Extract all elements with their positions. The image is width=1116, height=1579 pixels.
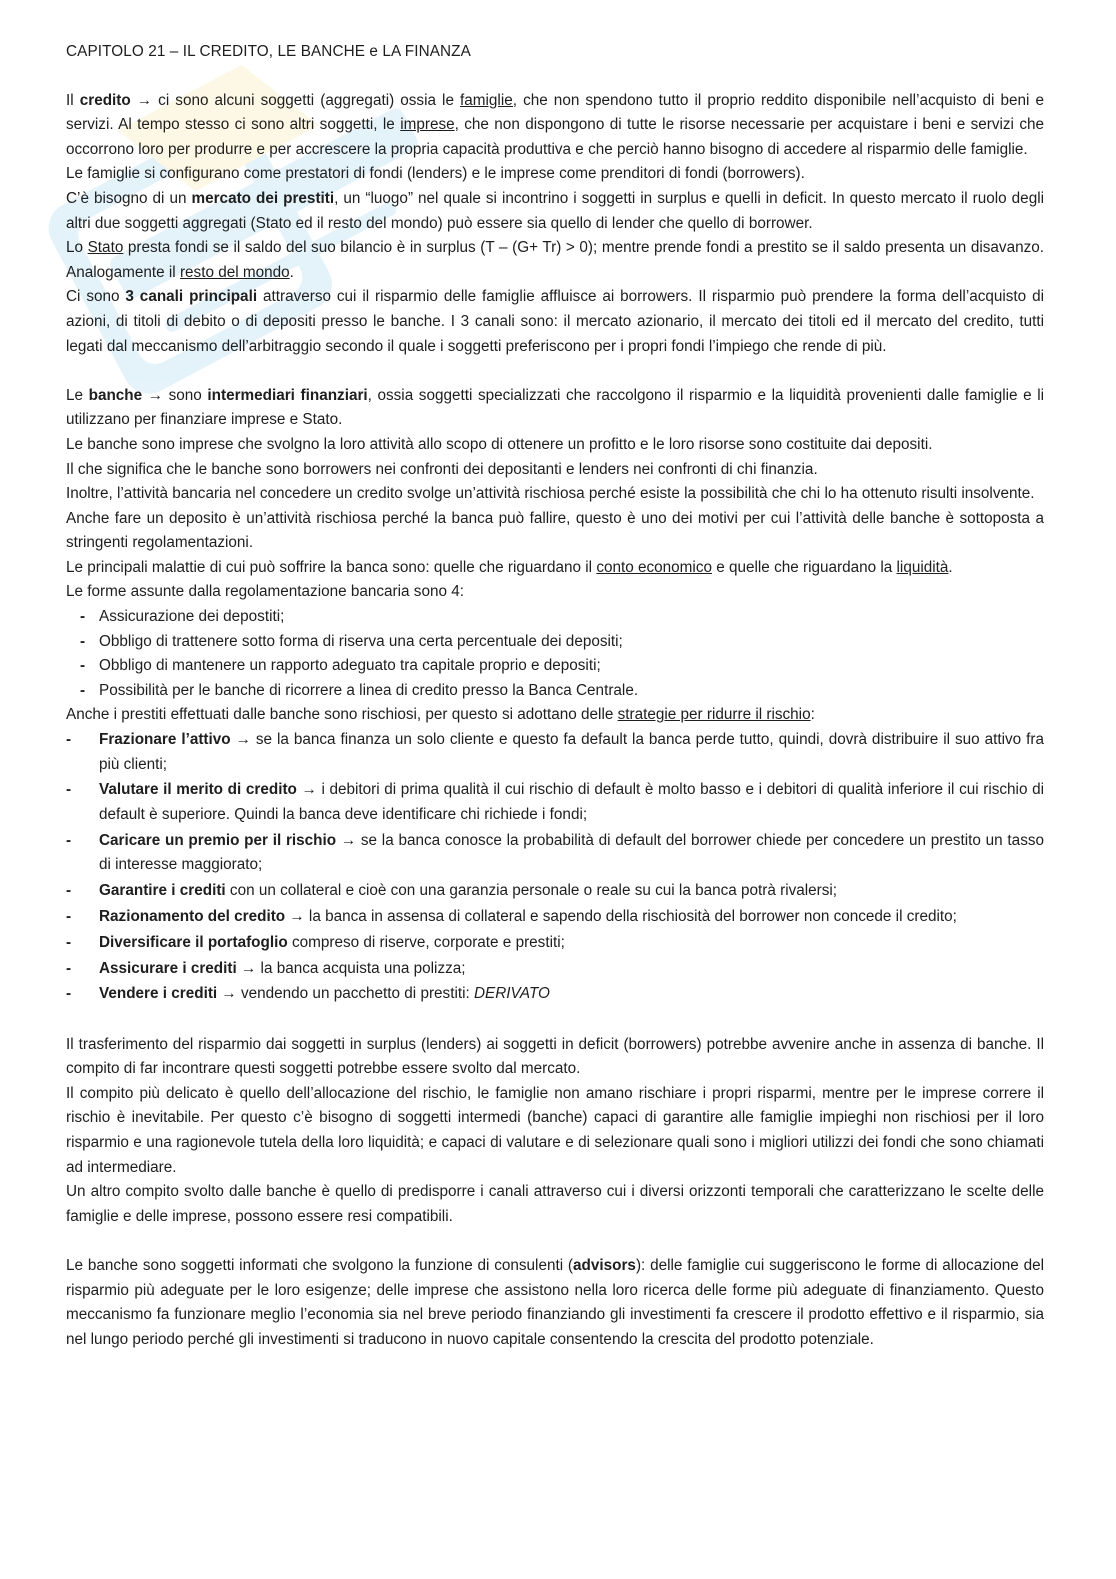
list-item: - Frazionare l’attivo → se la banca finanza un solo cliente e questo fa default la banca perde tutto, quindi, dovrà distribuire il suo attivo fra più clienti; <box>66 728 1044 777</box>
regulation-list <box>66 605 1044 703</box>
stato-paragraph: Lo Stato presta fondi se il saldo del suo bilancio è in surplus (T – (G+ Tr) > 0); mentre prende fondi a prestito se il saldo presenta un disavanzo. Analogamente il resto del mondo. <box>66 239 1044 281</box>
allocazione-rischio-paragraph: Il compito più delicato è quello dell’allocazione del rischio, le famiglie non amano rischiare i propri risparmi, mentre per le imprese correre il rischio è inevitabile. Per questo c’è bisogno di soggetti intermedi (banche) capaci di garantire alle famiglie impieghi non rischiosi per il loro risparmio e una ragionevole tutela della loro liquidità; e capaci di valutare e di selezionare quali sono i migliori utilizzi dei fondi che sono chiamati ad intermediare. <box>66 1084 1044 1176</box>
orizzonti-temporali-paragraph: Un altro compito svolto dalle banche è quello di predisporre i canali attraverso cui i diversi orizzonti temporali che caratterizzano le scelte delle famiglie e delle imprese, possono essere resi compatibili. <box>66 1183 1044 1225</box>
lenders-borrowers-paragraph: Le famiglie si configurano come prestatori di fondi (lenders) e le imprese come prenditori di fondi (borrowers). <box>66 165 805 183</box>
list-item: - Diversificare il portafoglio compreso di riserve, corporate e prestiti; <box>66 931 1044 956</box>
trasferimento-paragraph: Il trasferimento del risparmio dai soggetti in surplus (lenders) ai soggetti in deficit (borrowers) potrebbe avvenire anche in assenza di banche. Il compito di far incontrare questi soggetti potrebbe essere svolto dal mercato. <box>66 1035 1044 1078</box>
list-item: - Obbligo di mantenere un rapporto adeguato tra capitale proprio e depositi; <box>66 654 1044 679</box>
list-item: - Possibilità per le banche di ricorrere a linea di credito presso la Banca Centrale. <box>66 679 1044 704</box>
list-item: - Valutare il merito di credito → i debitori di prima qualità il cui rischio di default è molto basso e i debitori di qualità inferiore il cui rischio di default è superiore. Quindi la banca deve identificare chi richiede i fondi; <box>66 778 1044 827</box>
canali-paragraph: Ci sono 3 canali principali attraverso cui il risparmio delle famiglie affluisce ai borrowers. Il risparmio può prendere la forma dell’acquisto di azioni, di titoli di debito o di depositi presso le banche. I 3 canali sono: il mercato azionario, il mercato dei titoli ed il mercato del credito, tutti legati dal meccanismo dell’arbitraggio secondo il quale i soggetti preferiscono per i propri fondi l’impiego che rende di più. <box>66 288 1044 355</box>
mercato-prestiti-paragraph: C’è bisogno di un mercato dei prestiti, un “luogo” nel quale si incontrino i soggetti in surplus e quelli in deficit. In questo mercato il ruolo degli altri due soggetti aggregati (Stato ed il resto del mondo) può essere sia quello di lender che quello di borrower. <box>66 189 1044 232</box>
list-item: - Vendere i crediti → vendendo un pacchetto di prestiti: DERIVATO <box>66 982 1044 1007</box>
borrowers-lenders-paragraph: Il che significa che le banche sono borrowers nei confronti dei depositanti e lenders nei confronti di chi finanzia. <box>66 460 818 478</box>
banche-paragraph: Le banche → sono intermediari finanziari, ossia soggetti specializzati che raccolgono il risparmio e la liquidità provenienti dalle famiglie e li utilizzano per finanziare imprese e Stato. <box>66 386 1045 429</box>
list-item: - Garantire i crediti con un collateral e cioè con una garanzia personale o reale su cui la banca potrà rivalersi; <box>66 879 1044 904</box>
list-item: - Assicurare i crediti → la banca acquista una polizza; <box>66 957 1044 982</box>
list-item: - Obbligo di trattenere sotto forma di riserva una certa percentuale dei depositi; <box>66 630 1044 655</box>
credito-paragraph: Il credito → ci sono alcuni soggetti (aggregati) ossia le famiglie, che non spendono tutto il proprio reddito disponibile nell’acquisto di beni e servizi. Al tempo stesso ci sono altri soggetti, le imprese, che non dispongono di tutte le risorse necessarie per acquistare i beni e servizi che occorrono loro per produrre e per accrescere la propria capacità produttiva e che perciò hanno bisogno di accedere al risparmio delle famiglie. <box>66 91 1044 158</box>
list-item: - Caricare un premio per il rischio → se la banca conosce la probabilità di default del borrower chiede per concedere un prestito un tasso di interesse maggiorato; <box>66 829 1044 878</box>
list-item: - Assicurazione dei depostiti; <box>66 605 1044 630</box>
advisors-paragraph: Le banche sono soggetti informati che svolgono la funzione di consulenti (advisors): delle famiglie cui suggeriscono le forme di allocazione del risparmio più adeguate per le loro esigenze; delle imprese che assistono nella loro ricerca delle forme più adeguate di finanziamento. Questo meccanismo fa funzionare meglio l’economia sia nel breve periodo finanziando gli investimenti fa crescere il prodotto effettivo e il risparmio, sia nel lungo periodo perché gli investimenti si traducono in nuovo capitale consentendo la crescita del prodotto potenziale. <box>66 1257 1044 1348</box>
risk-strategies-list <box>66 728 1044 1007</box>
banche-imprese-paragraph: Le banche sono imprese che svolgno la loro attività allo scopo di ottenere un profitto e le loro risorse sono costituite dai depositi. <box>66 435 933 453</box>
attivita-rischiosa-paragraph: Inoltre, l’attività bancaria nel concedere un credito svolge un’attività rischiosa perché esiste la possibilità che chi lo ha ottenuto risulti insolvente. <box>66 485 1035 503</box>
chapter-title: CAPITOLO 21 – IL CREDITO, LE BANCHE e LA FINANZA <box>66 43 471 60</box>
list-item: - Razionamento del credito → la banca in assensa di collateral e sapendo della rischiosità del borrower non concede il credito; <box>66 905 1044 930</box>
deposito-paragraph: Anche fare un deposito è un’attività rischiosa perché la banca può fallire, questo è uno dei motivi per cui l’attività delle banche è sottoposta a stringenti regolamentazioni. <box>66 509 1044 552</box>
malattie-paragraph: Le principali malattie di cui può soffrire la banca sono: quelle che riguardano il conto economico e quelle che riguardano la liquidità. <box>66 558 953 576</box>
regolamentazione-intro: Le forme assunte dalla regolamentazione bancaria sono 4: <box>66 583 464 601</box>
strategie-intro: Anche i prestiti effettuati dalle banche sono rischiosi, per questo si adottano delle strategie per ridurre il rischio: <box>66 706 815 724</box>
document-page <box>66 40 1044 1352</box>
